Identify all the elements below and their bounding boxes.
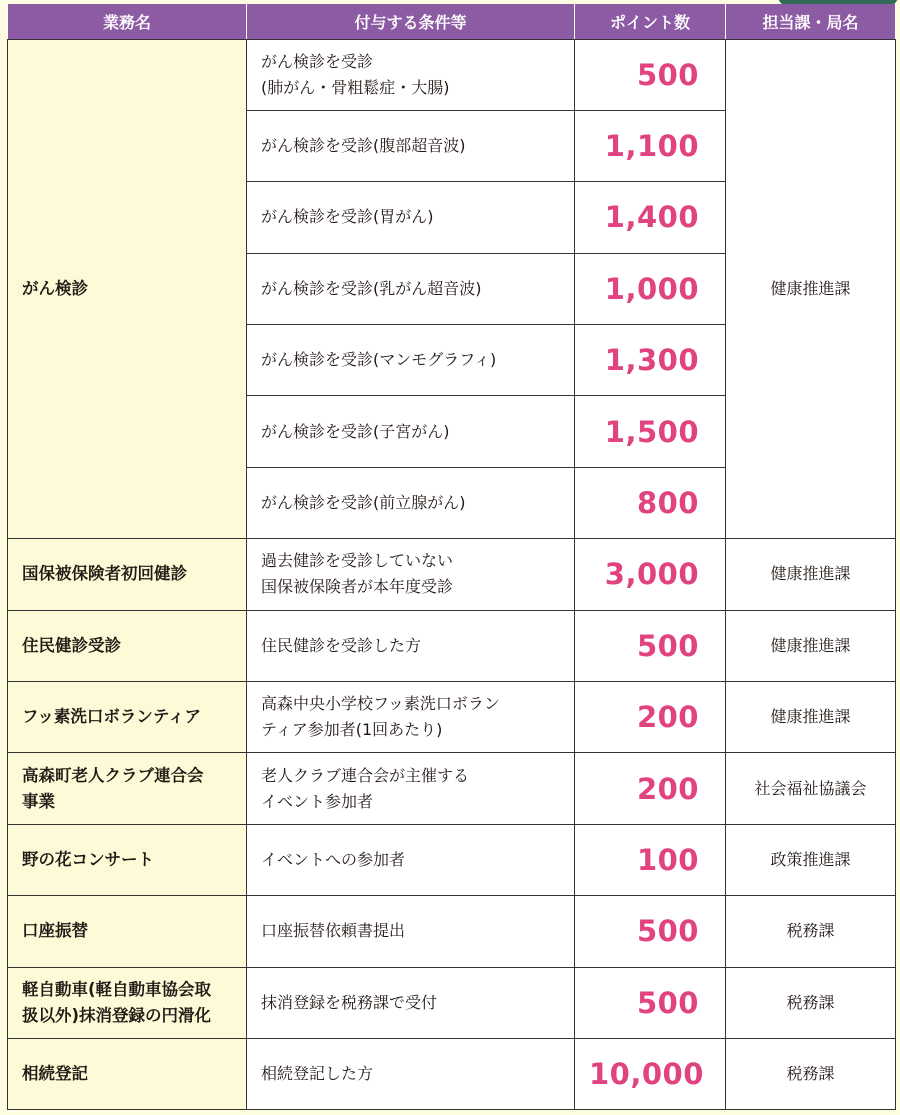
table-row <box>8 824 896 895</box>
table-row <box>8 967 896 1038</box>
points-cell: 3,000 <box>575 539 726 610</box>
points-cell: 500 <box>575 896 726 967</box>
points-cell: 1,500 <box>575 396 726 467</box>
table-row <box>8 682 896 753</box>
department-cell: 健康推進課 <box>726 610 896 681</box>
points-table <box>7 4 896 1110</box>
table-row <box>8 1038 896 1109</box>
points-cell: 500 <box>575 39 726 110</box>
name-cell: 軽自動車(軽自動車協会取 扱以外)抹消登録の円滑化 <box>8 967 247 1038</box>
points-cell: 1,000 <box>575 253 726 324</box>
department-cell: 税務課 <box>726 967 896 1038</box>
name-cell: 相続登記 <box>8 1038 247 1109</box>
name-cell: 国保被保険者初回健診 <box>8 539 247 610</box>
name-cell: 野の花コンサート <box>8 824 247 895</box>
points-cell: 1,300 <box>575 325 726 396</box>
points-cell: 500 <box>575 967 726 1038</box>
condition-cell: がん検診を受診(腹部超音波) <box>247 110 575 181</box>
department-cell: 政策推進課 <box>726 824 896 895</box>
condition-cell: 口座振替依頼書提出 <box>247 896 575 967</box>
condition-cell: がん検診を受診(前立腺がん) <box>247 467 575 538</box>
condition-cell: がん検診を受診 (肺がん・骨粗鬆症・大腸) <box>247 39 575 110</box>
points-cell: 200 <box>575 682 726 753</box>
condition-cell: 高森中央小学校フッ素洗口ボラン ティア参加者(1回あたり) <box>247 682 575 753</box>
table-row <box>8 753 896 824</box>
condition-cell: がん検診を受診(子宮がん) <box>247 396 575 467</box>
table-row <box>8 896 896 967</box>
header-name: 業務名 <box>8 4 247 39</box>
condition-cell: 過去健診を受診していない 国保被保険者が本年度受診 <box>247 539 575 610</box>
table-row <box>8 39 896 110</box>
header-department: 担当課・局名 <box>726 4 896 39</box>
header-row <box>8 4 896 39</box>
table-row <box>8 610 896 681</box>
name-cell: フッ素洗口ボランティア <box>8 682 247 753</box>
department-cell: 税務課 <box>726 896 896 967</box>
condition-cell: イベントへの参加者 <box>247 824 575 895</box>
condition-cell: がん検診を受診(胃がん) <box>247 182 575 253</box>
header-condition: 付与する条件等 <box>247 4 575 39</box>
cancer-name: がん検診 <box>8 39 247 539</box>
condition-cell: 抹消登録を税務課で受付 <box>247 967 575 1038</box>
name-cell: 住民健診受診 <box>8 610 247 681</box>
header-points: ポイント数 <box>575 4 726 39</box>
points-cell: 500 <box>575 610 726 681</box>
name-cell: 高森町老人クラブ連合会 事業 <box>8 753 247 824</box>
condition-cell: がん検診を受診(マンモグラフィ) <box>247 325 575 396</box>
department-cell: 税務課 <box>726 1038 896 1109</box>
department-cell: 健康推進課 <box>726 539 896 610</box>
points-cell: 200 <box>575 753 726 824</box>
points-cell: 1,100 <box>575 110 726 181</box>
condition-cell: がん検診を受診(乳がん超音波) <box>247 253 575 324</box>
cancer-department: 健康推進課 <box>726 39 896 539</box>
table-row <box>8 539 896 610</box>
condition-cell: 住民健診を受診した方 <box>247 610 575 681</box>
points-cell: 10,000 <box>575 1038 726 1109</box>
points-cell: 800 <box>575 467 726 538</box>
department-cell: 健康推進課 <box>726 682 896 753</box>
name-cell: 口座振替 <box>8 896 247 967</box>
department-cell: 社会福祉協議会 <box>726 753 896 824</box>
points-cell: 100 <box>575 824 726 895</box>
condition-cell: 相続登記した方 <box>247 1038 575 1109</box>
points-cell: 1,400 <box>575 182 726 253</box>
condition-cell: 老人クラブ連合会が主催する イベント参加者 <box>247 753 575 824</box>
